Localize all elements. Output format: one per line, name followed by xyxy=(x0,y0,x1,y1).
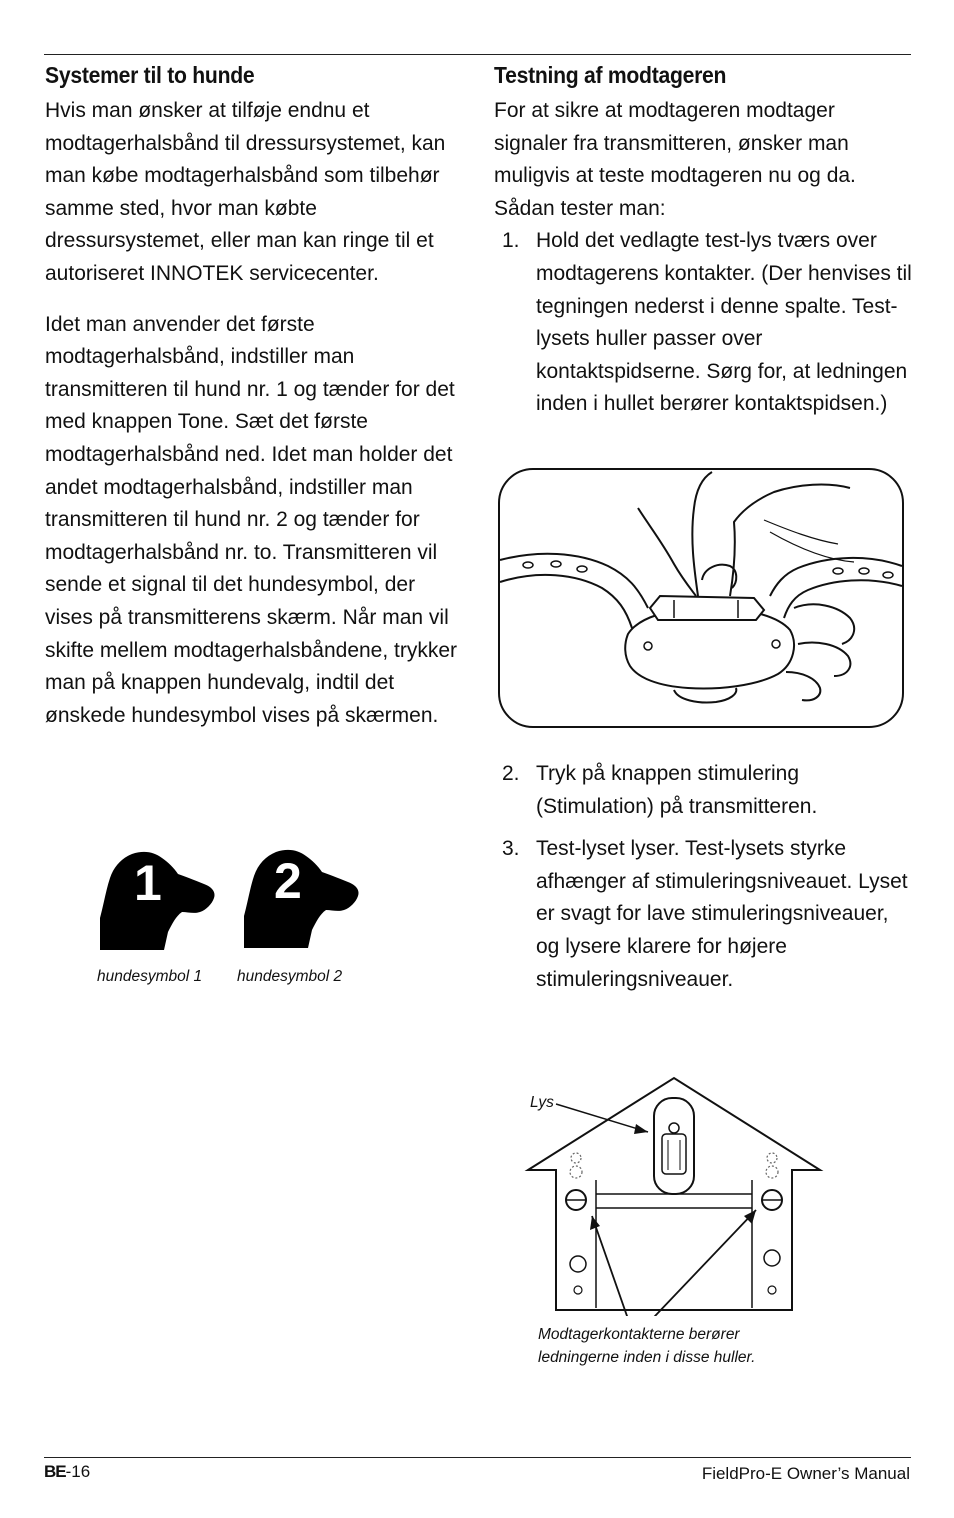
dog-number-2: 2 xyxy=(274,853,302,909)
heading-two-dog-systems: Systemer til to hunde xyxy=(45,62,255,88)
diagram-caption-line-2: ledningerne inden i disse huller. xyxy=(538,1349,756,1366)
hand-holding-collar-icon xyxy=(498,468,904,728)
steps-list-part1 xyxy=(494,225,912,421)
diagram-caption-line-1: Modtagerkontakterne berører xyxy=(538,1326,740,1343)
page-num: -16 xyxy=(65,1462,91,1481)
paragraph-setup-two-dogs: Idet man anvender det første modtagerhalsbånd, indstiller man transmitteren til hund nr. 1 og tænder for det med knappen Tone. Sæt det første modtagerhalsbånd ned. Idet man holder det andet modtagerhalsbånd, indstiller man transmitteren til hund nr. 2 og tænder for modtagerhalsbånd nr. to. Transmitteren vil sende et signal til det hundesymbol, der vises på transmitterens skærm. Når man vil skifte mellem modtagerhalsbåndene, trykker man på knappen hundevalg, indtil det ønskede hundesymbol vises på skærmen. xyxy=(45,312,458,727)
test-light-shape-icon xyxy=(524,1076,824,1316)
label-light: Lys xyxy=(530,1094,554,1111)
step-text: Test-lyset lyser. Test-lysets styrke afhænger af stimuleringsniveauet. Lyset er svagt for lave stimuleringsniveauer, og lysere klarere for højere stimuleringsniveauer. xyxy=(536,837,908,991)
right-column xyxy=(494,62,912,421)
steps-list-part2 xyxy=(494,758,912,996)
step-text: Tryk på knappen stimulering (Stimulation) på transmitteren. xyxy=(536,762,818,818)
dog-number-1: 1 xyxy=(134,855,162,911)
step-text: Hold det vedlagte test-lys tværs over modtagerens kontakter. (Der henvises til tegningen nederst i denne spalte. Test-lysets huller passer over kontaktspidserne. Sørg for, at ledningen inden i hullet berører kontaktspidsen.) xyxy=(536,229,912,416)
caption-dog-symbol-1: hundesymbol 1 xyxy=(97,968,203,985)
dog-head-icon xyxy=(240,846,364,950)
dog-icon-2 xyxy=(240,846,364,950)
step-number: 3. xyxy=(502,837,520,861)
step-3 xyxy=(494,833,912,996)
step-number: 2. xyxy=(502,762,520,785)
left-column xyxy=(45,62,460,732)
paragraph-add-collar: Hvis man ønsker at tilføje endnu et modtagerhalsbånd til dressursystemet, kan man købe modtagerhalsbånd som tilbehør samme sted, hvor man købte dressursystemet, eller man kan ringe til et autoriseret INNOTEK servicecenter. xyxy=(45,99,446,285)
dog-icon-1 xyxy=(96,848,220,952)
manual-title: FieldPro-E Owner’s Manual xyxy=(701,1464,910,1483)
step-2 xyxy=(494,758,912,823)
step-1 xyxy=(494,225,912,421)
step-number: 1. xyxy=(502,229,520,253)
test-light-diagram xyxy=(524,1076,824,1316)
caption-dog-symbol-2: hundesymbol 2 xyxy=(237,968,343,985)
page-code: BE xyxy=(44,1462,66,1481)
collar-test-illustration xyxy=(498,468,904,728)
footer-rule xyxy=(44,1457,911,1458)
paragraph-testing-intro: For at sikre at modtageren modtager signaler fra transmitteren, ønsker man muligvis at teste modtageren nu og da. Sådan tester man: xyxy=(494,99,856,220)
page-number xyxy=(44,1462,90,1482)
top-rule xyxy=(44,54,911,55)
heading-testing-receiver: Testning af modtageren xyxy=(494,62,727,88)
